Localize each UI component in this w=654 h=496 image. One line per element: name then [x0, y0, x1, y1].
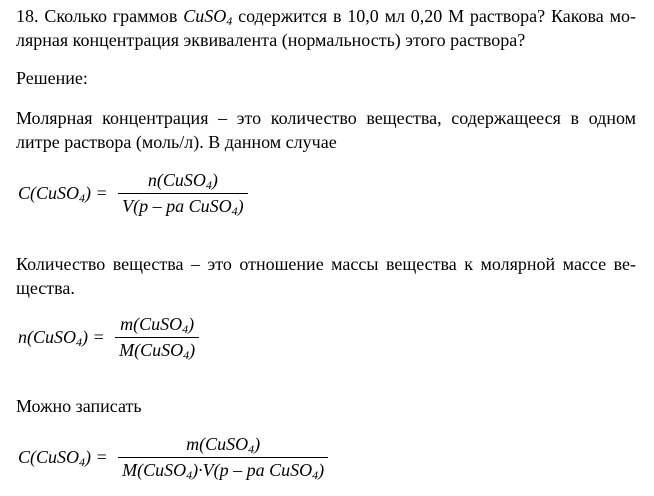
formula2-numerator: m(CuSO$_4$) [115, 314, 199, 338]
molar-definition [16, 106, 636, 154]
molar-def-line-2: литре раствора (моль/л). В данном случае [16, 132, 337, 152]
problem-line-2: лярная концентрация эквивалента (нормальность) этого раствора? [16, 30, 526, 50]
formula-molar-concentration [18, 170, 248, 217]
problem-line-1: 18. Сколько граммов CuSO$_4$ содержится в 10,0 мл 0,20 М раствора? Какова мо- [16, 6, 637, 28]
formula3-fraction [118, 434, 328, 481]
formula1-lhs: C(CuSO$_4$) = [18, 183, 108, 205]
formula2-lhs: n(CuSO$_4$) = [18, 327, 105, 349]
problem-statement [16, 4, 636, 52]
formula2-fraction [115, 314, 199, 361]
formula2-denominator: M(CuSO$_4$) [119, 340, 196, 362]
formula3-denominator: M(CuSO$_4$)·V(p – pa CuSO$_4$) [122, 460, 325, 482]
amount-definition [16, 252, 636, 300]
formula3-lhs: C(CuSO$_4$) = [18, 447, 108, 469]
formula-amount [18, 314, 199, 361]
formula1-denominator: V(p – pa CuSO$_4$) [122, 196, 244, 218]
formula-combined [18, 434, 328, 481]
molar-def-line-1: Молярная концентрация – это количество вещества, содержащееся в одном [16, 108, 636, 128]
formula3-numerator: m(CuSO$_4$) [118, 434, 328, 458]
can-write-text: Можно записать [16, 396, 142, 416]
amount-def-line-1: Количество вещества – это отношение массы вещества к молярной массе ве- [16, 254, 636, 274]
formula1-fraction [118, 170, 248, 217]
solution-label: Решение: [16, 68, 88, 88]
formula1-numerator: n(CuSO$_4$) [118, 170, 248, 194]
amount-def-line-2: щества. [16, 278, 75, 298]
